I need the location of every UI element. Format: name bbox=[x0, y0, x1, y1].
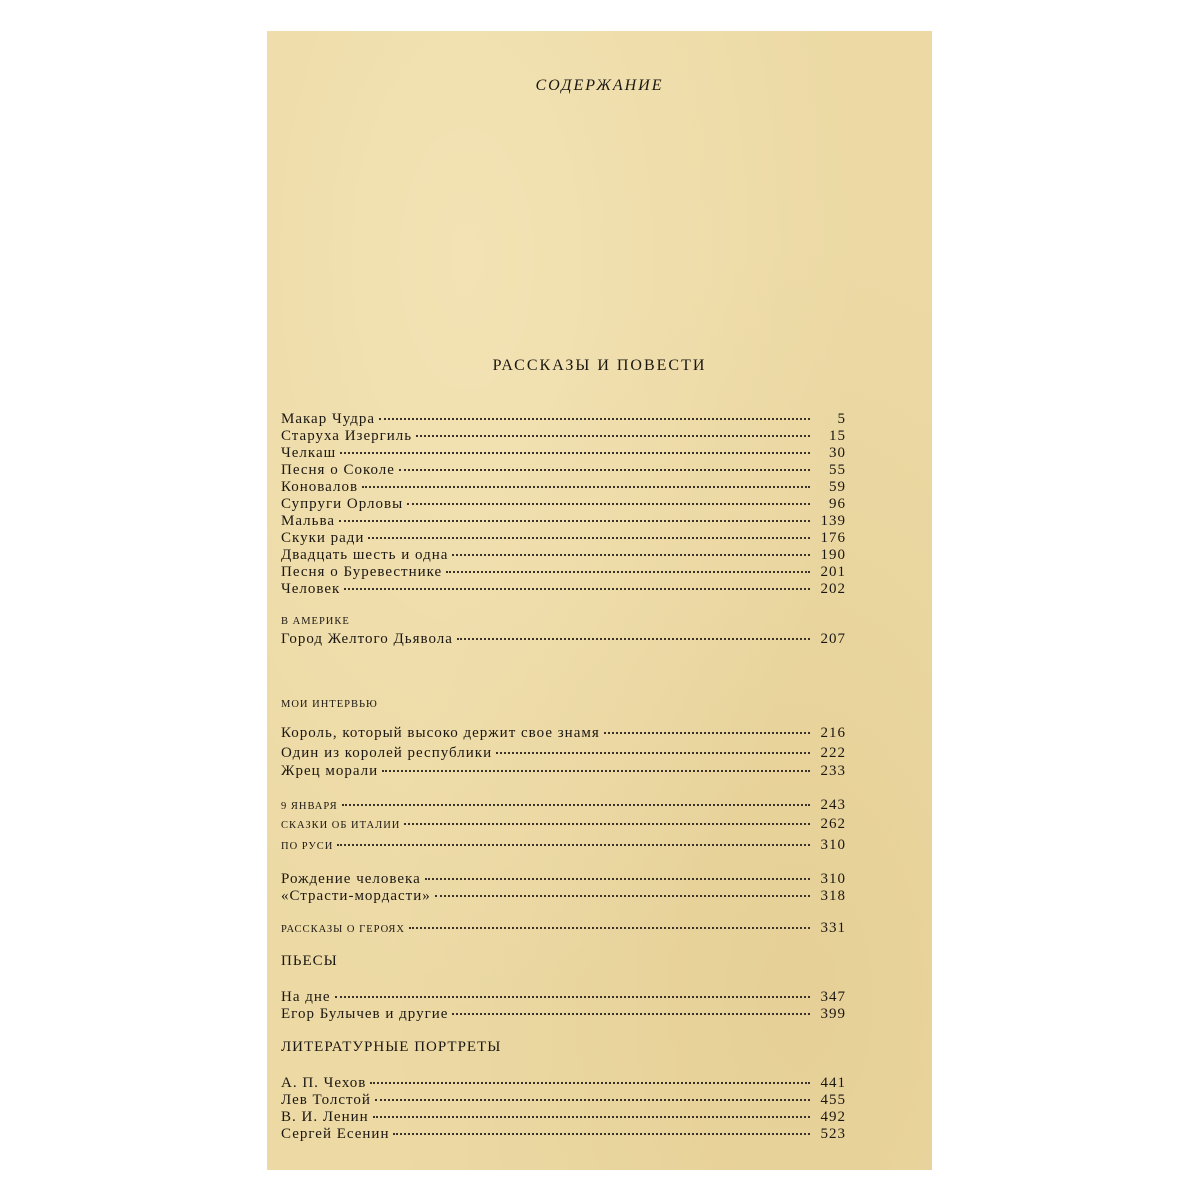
book-page bbox=[267, 31, 932, 1170]
dot-leader bbox=[604, 732, 810, 734]
dot-leader bbox=[337, 844, 810, 846]
entry-title: Егор Булычев и другие bbox=[281, 1006, 449, 1022]
dot-leader bbox=[416, 435, 810, 437]
entry-title: А. П. Чехов bbox=[281, 1075, 367, 1091]
entry-title: СКАЗКИ ОБ ИТАЛИИ bbox=[281, 820, 401, 831]
entry-title: «Страсти-мордасти» bbox=[281, 888, 431, 904]
toc-entry bbox=[281, 816, 846, 833]
toc-entry bbox=[281, 513, 846, 530]
toc-entry bbox=[281, 564, 846, 581]
entry-page: 441 bbox=[820, 1075, 846, 1091]
section-heading-stories: РАССКАЗЫ И ПОВЕСТИ bbox=[492, 357, 707, 374]
toc-entry bbox=[281, 631, 846, 648]
dot-leader bbox=[382, 770, 810, 772]
toc-entry bbox=[281, 581, 846, 598]
entry-title: Человек bbox=[281, 581, 341, 597]
toc-entry bbox=[281, 411, 846, 428]
section-heading-plays: ПЬЕСЫ bbox=[281, 953, 338, 969]
entry-page: 523 bbox=[820, 1126, 846, 1142]
entry-page: 243 bbox=[820, 797, 846, 813]
toc-entry bbox=[281, 462, 846, 479]
toc-entry bbox=[281, 1092, 846, 1109]
entry-title: Песня о Соколе bbox=[281, 462, 395, 478]
entry-title: Песня о Буревестнике bbox=[281, 564, 443, 580]
dot-leader bbox=[457, 638, 810, 640]
entry-page: 233 bbox=[820, 763, 846, 779]
dot-leader bbox=[452, 1013, 810, 1015]
entry-title: Рождение человека bbox=[281, 871, 421, 887]
dot-leader bbox=[496, 752, 810, 754]
toc-entry bbox=[281, 479, 846, 496]
toc-entry bbox=[281, 445, 846, 462]
subsection-caption-interviews: МОИ ИНТЕРВЬЮ bbox=[281, 699, 378, 710]
dot-leader bbox=[339, 520, 810, 522]
dot-leader bbox=[393, 1133, 810, 1135]
dot-leader bbox=[370, 1082, 810, 1084]
entry-page: 347 bbox=[820, 989, 846, 1005]
entry-title: Супруги Орловы bbox=[281, 496, 404, 512]
entry-page: 15 bbox=[829, 428, 846, 444]
entry-title: Один из королей республики bbox=[281, 745, 493, 761]
entry-page: 310 bbox=[820, 871, 846, 887]
entry-page: 216 bbox=[820, 725, 846, 741]
dot-leader bbox=[340, 452, 810, 454]
entry-page: 310 bbox=[820, 837, 846, 853]
toc-entry bbox=[281, 496, 846, 513]
entry-page: 331 bbox=[820, 920, 846, 936]
dot-leader bbox=[375, 1099, 810, 1101]
dot-leader bbox=[368, 537, 810, 539]
entry-title: Лев Толстой bbox=[281, 1092, 371, 1108]
dot-leader bbox=[379, 418, 810, 420]
entry-title: ПО РУСИ bbox=[281, 841, 334, 852]
dot-leader bbox=[344, 588, 810, 590]
dot-leader bbox=[425, 878, 810, 880]
entry-title: В. И. Ленин bbox=[281, 1109, 369, 1125]
entry-page: 207 bbox=[820, 631, 846, 647]
entry-page: 318 bbox=[820, 888, 846, 904]
toc-entry bbox=[281, 871, 846, 888]
entry-title: На дне bbox=[281, 989, 331, 1005]
toc-entry bbox=[281, 1109, 846, 1126]
entry-title: Скуки ради bbox=[281, 530, 365, 546]
entry-page: 262 bbox=[820, 816, 846, 832]
entry-title: Мальва bbox=[281, 513, 335, 529]
entry-title: Двадцать шесть и одна bbox=[281, 547, 449, 563]
toc-entry bbox=[281, 888, 846, 905]
entry-page: 59 bbox=[829, 479, 846, 495]
entry-page: 55 bbox=[829, 462, 846, 478]
toc-entry bbox=[281, 725, 846, 742]
toc-entry bbox=[281, 797, 846, 814]
toc-entry bbox=[281, 1075, 846, 1092]
dot-leader bbox=[409, 927, 810, 929]
toc-entry bbox=[281, 1006, 846, 1023]
section-heading-portraits: ЛИТЕРАТУРНЫЕ ПОРТРЕТЫ bbox=[281, 1039, 502, 1055]
toc-entry bbox=[281, 920, 846, 937]
entry-title: Король, который высоко держит свое знамя bbox=[281, 725, 600, 741]
entry-page: 176 bbox=[820, 530, 846, 546]
dot-leader bbox=[404, 823, 810, 825]
toc-entry bbox=[281, 1126, 846, 1143]
entry-page: 222 bbox=[820, 745, 846, 761]
dot-leader bbox=[362, 486, 810, 488]
dot-leader bbox=[452, 554, 810, 556]
page-title: СОДЕРЖАНИЕ bbox=[535, 77, 664, 94]
entry-page: 492 bbox=[820, 1109, 846, 1125]
dot-leader bbox=[446, 571, 810, 573]
entry-title: РАССКАЗЫ О ГЕРОЯХ bbox=[281, 924, 406, 935]
entry-page: 139 bbox=[820, 513, 846, 529]
entry-page: 30 bbox=[829, 445, 846, 461]
dot-leader bbox=[399, 469, 810, 471]
entry-page: 190 bbox=[820, 547, 846, 563]
entry-title: Макар Чудра bbox=[281, 411, 376, 427]
dot-leader bbox=[435, 895, 810, 897]
entry-page: 96 bbox=[829, 496, 846, 512]
entry-title: 9 ЯНВАРЯ bbox=[281, 801, 338, 812]
dot-leader bbox=[407, 503, 810, 505]
entry-title: Старуха Изергиль bbox=[281, 428, 413, 444]
toc-entry bbox=[281, 547, 846, 564]
entry-page: 455 bbox=[820, 1092, 846, 1108]
entry-title: Город Желтого Дьявола bbox=[281, 631, 453, 647]
dot-leader bbox=[342, 804, 810, 806]
dot-leader bbox=[335, 996, 810, 998]
toc-entry bbox=[281, 745, 846, 762]
toc-entry bbox=[281, 428, 846, 445]
entry-title: Сергей Есенин bbox=[281, 1126, 390, 1142]
entry-title: Челкаш bbox=[281, 445, 337, 461]
toc-entry bbox=[281, 530, 846, 547]
entry-page: 399 bbox=[820, 1006, 846, 1022]
dot-leader bbox=[373, 1116, 810, 1118]
toc-entry bbox=[281, 989, 846, 1006]
entry-title: Коновалов bbox=[281, 479, 359, 495]
entry-page: 202 bbox=[820, 581, 846, 597]
toc-entry bbox=[281, 837, 846, 854]
entry-page: 5 bbox=[837, 411, 846, 427]
toc-entry bbox=[281, 763, 846, 780]
subsection-caption-america: В АМЕРИКЕ bbox=[281, 616, 350, 627]
entry-page: 201 bbox=[820, 564, 846, 580]
entry-title: Жрец морали bbox=[281, 763, 379, 779]
